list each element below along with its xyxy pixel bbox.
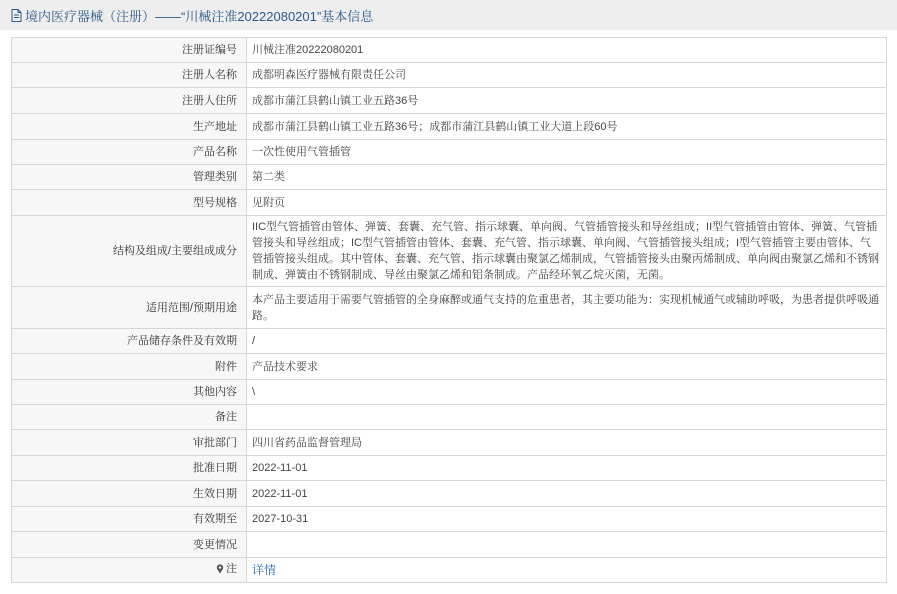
row-label: 产品名称 — [12, 140, 247, 165]
row-label: 注册证编号 — [12, 38, 247, 63]
table-row — [12, 190, 887, 216]
row-value: \ — [247, 380, 887, 405]
table-row — [12, 165, 887, 190]
details-link[interactable]: 详情 — [252, 562, 277, 577]
row-value: 产品技术要求 — [247, 354, 887, 380]
row-label: 有效期至 — [12, 507, 247, 532]
row-label: 生产地址 — [12, 114, 247, 140]
row-value: IIC型气管插管由管体、弹簧、套囊、充气管、指示球囊、单向阀、气管插管接头和导丝组成；II型气管插管由管体、弹簧、气管插管接头和导丝组成；IC型气管插管由管体、套囊、充气管、指示球囊、单向阀、气管插管接头组成；I型气管插管主要由管体、气管插管接头组成。其中管体、套囊、充气管、指示球囊由聚氯乙烯制成，气管插管接头由聚丙烯制成、单向阀由聚氯乙烯和不锈钢制成、弹簧由不锈钢制成、导丝由聚氯乙烯和铝条制成。产品经环氧乙烷灭菌，无菌。 — [247, 216, 887, 287]
row-label: 其他内容 — [12, 380, 247, 405]
row-value: 成都市蒲江县鹤山镇工业五路36号；成都市蒲江县鹤山镇工业大道上段60号 — [247, 114, 887, 140]
row-label: 注册人名称 — [12, 63, 247, 88]
row-label: 型号规格 — [12, 190, 247, 216]
table-row — [12, 354, 887, 380]
row-label: 管理类别 — [12, 165, 247, 190]
page-title: 境内医疗器械（注册）——“川械注准20222080201”基本信息 — [25, 8, 374, 24]
row-label: 批准日期 — [12, 456, 247, 481]
table-row — [12, 114, 887, 140]
note-label: 注 — [226, 563, 237, 575]
row-value: 一次性使用气管插管 — [247, 140, 887, 165]
row-value: 成都市蒲江县鹤山镇工业五路36号 — [247, 88, 887, 114]
row-value: 2022-11-01 — [247, 481, 887, 507]
row-value: 第二类 — [247, 165, 887, 190]
table-row — [12, 88, 887, 114]
table-row — [12, 63, 887, 88]
row-label: 附件 — [12, 354, 247, 380]
row-label: 注册人住所 — [12, 88, 247, 114]
row-value: 2022-11-01 — [247, 456, 887, 481]
row-value: 成都明森医疗器械有限责任公司 — [247, 63, 887, 88]
row-label: 结构及组成/主要组成成分 — [12, 216, 247, 287]
page-header — [0, 0, 897, 30]
table-row — [12, 38, 887, 63]
info-table — [11, 37, 887, 583]
table-row-note — [12, 558, 887, 583]
table-row — [12, 507, 887, 532]
table-row — [12, 140, 887, 165]
table-row — [12, 456, 887, 481]
pin-icon — [216, 564, 224, 574]
row-label: 产品储存条件及有效期 — [12, 329, 247, 354]
row-value: 川械注准20222080201 — [247, 38, 887, 63]
row-value — [247, 532, 887, 558]
table-row — [12, 287, 887, 329]
row-value: 见附页 — [247, 190, 887, 216]
row-label: 变更情况 — [12, 532, 247, 558]
table-row — [12, 405, 887, 430]
row-label: 备注 — [12, 405, 247, 430]
row-label: 适用范围/预期用途 — [12, 287, 247, 329]
note-label-cell — [12, 558, 247, 583]
table-row — [12, 380, 887, 405]
row-label: 审批部门 — [12, 430, 247, 456]
table-row — [12, 481, 887, 507]
row-value: 本产品主要适用于需要气管插管的全身麻醉或通气支持的危重患者，其主要功能为：实现机械通气或辅助呼吸，为患者提供呼吸通路。 — [247, 287, 887, 329]
row-label: 生效日期 — [12, 481, 247, 507]
row-value: 四川省药品监督管理局 — [247, 430, 887, 456]
row-value — [247, 405, 887, 430]
row-value: 2027-10-31 — [247, 507, 887, 532]
table-row — [12, 430, 887, 456]
table-row — [12, 216, 887, 287]
row-value: / — [247, 329, 887, 354]
table-row — [12, 532, 887, 558]
document-icon — [10, 8, 23, 23]
note-value-cell — [247, 558, 887, 583]
table-row — [12, 329, 887, 354]
